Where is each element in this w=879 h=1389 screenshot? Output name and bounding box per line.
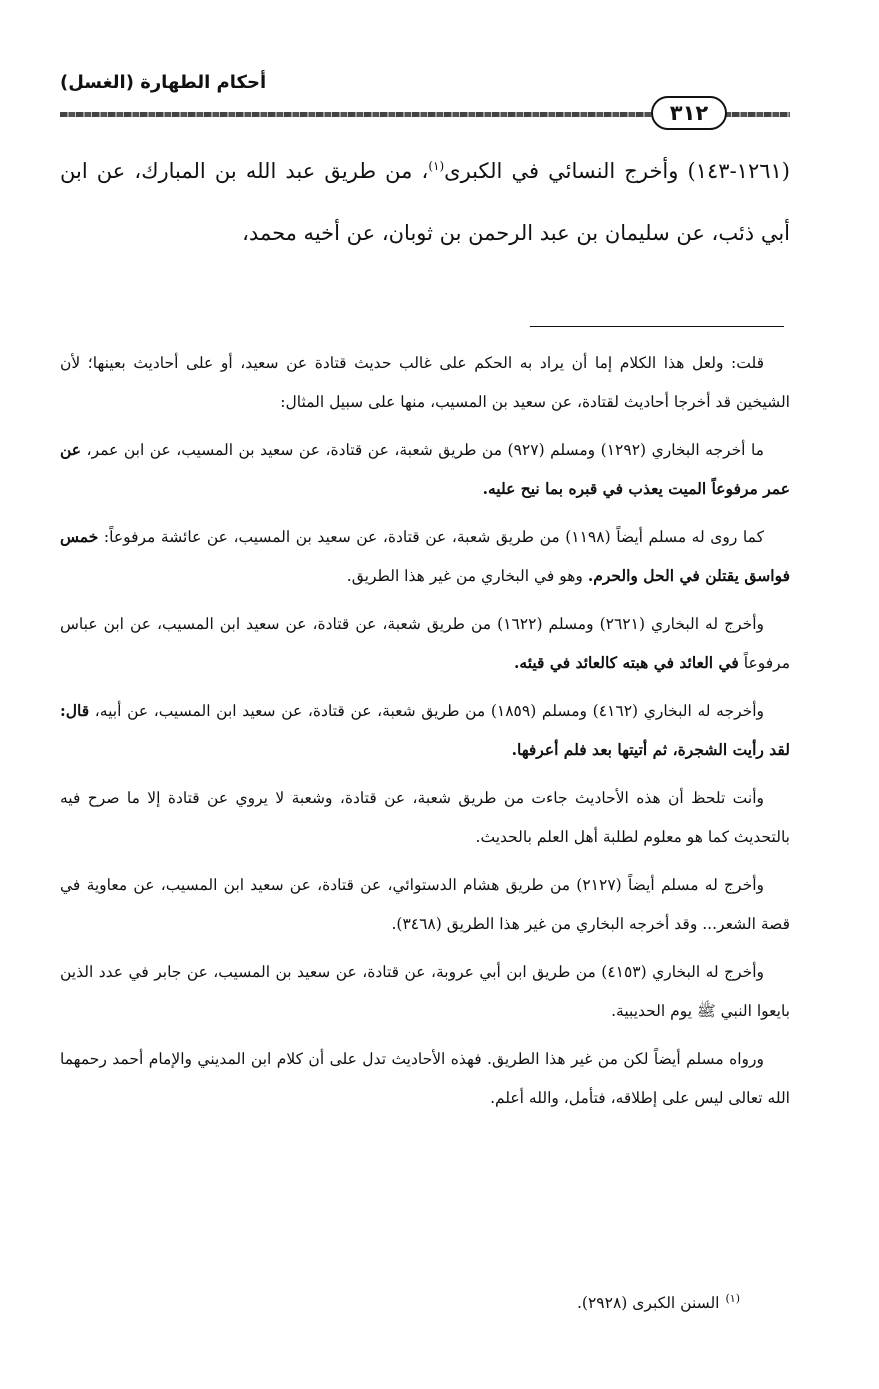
note-3-text-end: وهو في البخاري من غير هذا الطريق. [346,566,588,585]
note-paragraph-4 [60,605,790,682]
note-3-text: كما روى له مسلم أيضاً (١١٩٨) من طريق شعبة، عن قتادة، عن سعيد بن المسيب، عن عائشة مرفوعاً: [98,528,764,546]
note-4-hadith: في العائد في هبته كالعائد في قيئه. [514,652,739,672]
notes-block [60,344,790,1127]
footnote-ref-marker: (١) [428,159,445,173]
note-paragraph-6: وأنت تلحظ أن هذه الأحاديث جاءت من طريق شعبة، عن قتادة، وشعبة لا يروي عن قتادة إلا ما صرح فيه بالتحديث كما هو معلوم لطلبة أهل العلم بالحديث. [60,789,790,846]
note-paragraph-1: قلت: ولعل هذا الكلام إما أن يراد به الحكم على غالب حديث قتادة عن سعيد، أو على أحاديث بعينها؛ لأن الشيخين قد أخرجا أحاديث لقتادة، عن سعيد بن المسيب، منها على سبيل المثال: [60,354,790,411]
note-2-hadith: عن عمر مرفوعاً الميت يعذب في قبره بما نيح عليه. [60,440,790,498]
footnote-text: السنن الكبرى (٢٩٢٨). [577,1294,720,1312]
note-4-text: وأخرج له البخاري (٢٦٢١) ومسلم (١٦٢٢) من طريق شعبة، عن قتادة، عن سعيد ابن المسيب، عن ابن عباس مرفوعاً [60,615,790,672]
main-text-after-ref: ، من طريق عبد الله بن المبارك، عن ابن أبي ذئب، عن سليمان بن عبد الرحمن بن ثوبان، عن أخيه محمد، [60,159,790,245]
note-paragraph-8: وأخرج له البخاري (٤١٥٣) من طريق ابن أبي عروبة، عن قتادة، عن سعيد بن المسيب، عن جابر في عدد الذين بايعوا النبي ﷺ يوم الحديبية. [60,963,790,1020]
note-5-text: وأخرجه له البخاري (٤١٦٢) ومسلم (١٨٥٩) من طريق شعبة، عن قتادة، عن سعيد ابن المسيب، عن أبيه، [89,702,764,720]
note-paragraph-9: ورواه مسلم أيضاً لكن من غير هذا الطريق. فهذه الأحاديث تدل على أن كلام ابن المديني والإمام أحمد رحمهما الله تعالى ليس على إطلاقه، فتأمل، والله أعلم. [60,1050,790,1107]
main-text-before-ref: (١٢٦١-١٤٣) وأخرج النسائي في الكبرى [444,159,790,183]
footnote-separator [530,326,784,327]
note-5-hadith: قال: لقد رأيت الشجرة، ثم أتيتها بعد فلم أعرفها. [60,701,790,759]
running-title: أحكام الطهارة (الغسل) [60,72,267,93]
note-paragraph-5 [60,692,790,769]
page-number-badge: ٣١٢ [651,96,727,130]
note-3-hadith: خمس فواسق يقتلن في الحل والحرم. [60,527,790,585]
footnote [60,1285,740,1321]
note-paragraph-3 [60,518,790,595]
main-text [60,140,790,264]
note-paragraph-2 [60,431,790,508]
footnote-marker: (١) [725,1291,740,1305]
note-2-text: ما أخرجه البخاري (١٢٩٢) ومسلم (٩٢٧) من طريق شعبة، عن قتادة، عن سعيد بن المسيب، عن ابن عمر، [81,441,764,459]
note-paragraph-7: وأخرج له مسلم أيضاً (٢١٢٧) من طريق هشام الدستوائي، عن قتادة، عن سعيد ابن المسيب، عن معاوية في قصة الشعر... وقد أخرجه البخاري من غير هذا الطريق (٣٤٦٨). [60,876,790,933]
main-paragraph [60,140,790,264]
